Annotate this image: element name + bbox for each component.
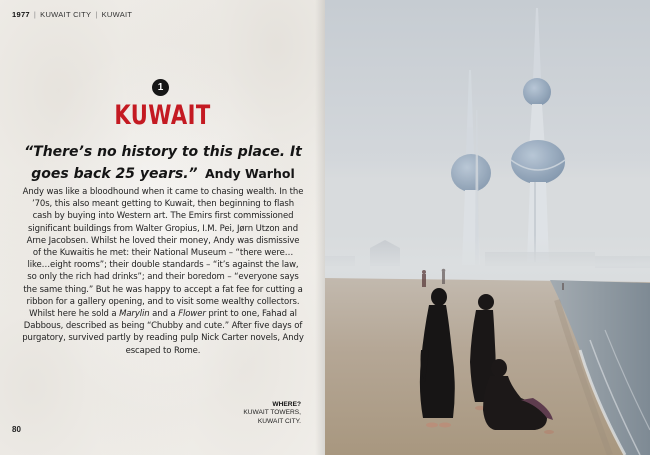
entry-number-badge: 1 [152, 79, 169, 96]
where-box [243, 401, 301, 426]
running-header [12, 10, 132, 19]
photo-page [325, 0, 650, 455]
body-part: and a [149, 309, 179, 320]
where-line: KUWAIT CITY. [257, 417, 301, 425]
header-year: 1977 [12, 10, 30, 19]
body-text [22, 186, 304, 357]
header-city: KUWAIT CITY [40, 10, 92, 19]
quote-author: Andy Warhol [205, 166, 295, 181]
header-separator: | [33, 10, 37, 19]
pull-quote [22, 141, 304, 185]
page-number: 80 [12, 425, 21, 434]
entry-title: KUWAIT [114, 100, 211, 131]
body-italic: Marylin [119, 309, 150, 320]
quote-text: “There’s no history to this place. It goes back 25 years.” [24, 144, 302, 182]
where-label: WHERE? [272, 401, 301, 408]
kuwait-towers-photo [325, 0, 650, 455]
header-separator: | [95, 10, 98, 19]
body-part: print to one, Fahad al Dabbous, described as being “Chubby and cute.” After five days of purgatory, survived partly by reading pulp Nick Carter novels, Andy escaped to Rome. [22, 309, 304, 356]
where-line: KUWAIT TOWERS, [243, 409, 301, 417]
body-part: Andy was like a bloodhound when it came to chasing wealth. In the ’70s, this also meant getting to Kuwait, then beginning to flash cash by buying into Western art. The Emirs first commissioned significant buildings from Walter Gropius, I.M. Pei, Jørn Utzon and Arne Jacobsen. Whilst he loved their money, Andy was dismissive of the Kuwaitis he met: their National Museum – “there were…like…eight rooms”; their double standards – “it’s against the law, so only the rich had drinks”; and their boredom – “everyone says the same thing.” But he was happy to accept a fat fee for cutting a ribbon for a gallery opening, and to visit some wealthy collectors. Whilst here he sold a [22, 187, 304, 320]
body-italic: Flower [178, 309, 206, 320]
header-country: KUWAIT [101, 10, 133, 19]
